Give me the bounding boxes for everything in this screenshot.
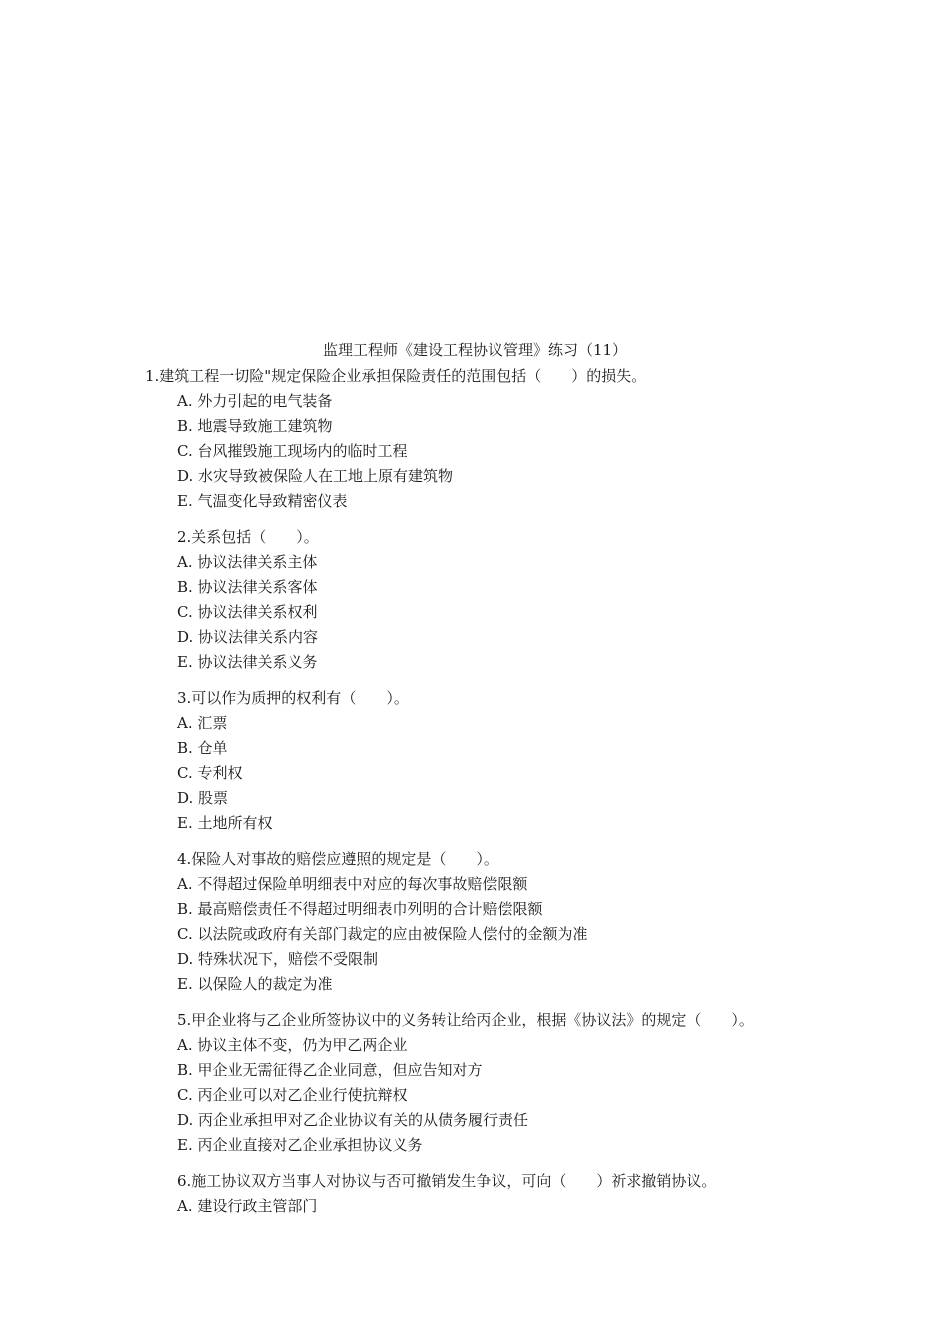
answer-option: D. 股票 bbox=[177, 789, 229, 807]
question-item bbox=[0, 688, 950, 838]
question-stem: 4.保险人对事故的赔偿应遵照的规定是（ ）。 bbox=[177, 850, 499, 868]
answer-option: C. 以法院或政府有关部门裁定的应由被保险人偿付的金额为准 bbox=[177, 925, 588, 943]
question-stem: 1.建筑工程一切险"规定保险企业承担保险责任的范围包括（ ）的损失。 bbox=[145, 367, 647, 385]
answer-option: D. 协议法律关系内容 bbox=[177, 628, 319, 646]
option-list bbox=[0, 1035, 950, 1160]
answer-option: B. 最高赔偿责任不得超过明细表巾列明的合计赔偿限额 bbox=[177, 900, 543, 918]
question-stem: 3.可以作为质押的权利有（ ）。 bbox=[177, 689, 409, 707]
answer-option: A. 协议法律关系主体 bbox=[177, 553, 318, 571]
answer-option: B. 仓单 bbox=[177, 739, 228, 757]
option-list bbox=[0, 1196, 950, 1221]
answer-option: B. 地震导致施工建筑物 bbox=[177, 417, 333, 435]
answer-option: C. 台风摧毁施工现场内的临时工程 bbox=[177, 442, 408, 460]
answer-option: D. 丙企业承担甲对乙企业协议有关的从债务履行责任 bbox=[177, 1111, 529, 1129]
answer-option: A. 协议主体不变，仍为甲乙两企业 bbox=[177, 1036, 408, 1054]
question-list bbox=[0, 366, 950, 1232]
answer-option: E. 协议法律关系义务 bbox=[177, 653, 318, 671]
answer-option: C. 协议法律关系权利 bbox=[177, 603, 318, 621]
question-stem: 5.甲企业将与乙企业所签协议中的义务转让给丙企业，根据《协议法》的规定（ ）。 bbox=[177, 1011, 754, 1029]
question-stem: 2.关系包括（ ）。 bbox=[177, 528, 319, 546]
answer-option: B. 协议法律关系客体 bbox=[177, 578, 318, 596]
answer-option: D. 特殊状况下，赔偿不受限制 bbox=[177, 950, 379, 968]
answer-option: E. 气温变化导致精密仪表 bbox=[177, 492, 348, 510]
answer-option: E. 土地所有权 bbox=[177, 814, 273, 832]
question-stem: 6.施工协议双方当事人对协议与否可撤销发生争议，可向（ ）祈求撤销协议。 bbox=[177, 1172, 717, 1190]
answer-option: C. 丙企业可以对乙企业行使抗辩权 bbox=[177, 1086, 408, 1104]
answer-option: A. 外力引起的电气装备 bbox=[177, 392, 333, 410]
answer-option: E. 丙企业直接对乙企业承担协议义务 bbox=[177, 1136, 423, 1154]
document-title: 监理工程师《建设工程协议管理》练习（11） bbox=[322, 341, 628, 359]
option-list bbox=[0, 874, 950, 999]
answer-option: A. 汇票 bbox=[177, 714, 228, 732]
question-item bbox=[0, 849, 950, 999]
question-item bbox=[0, 1010, 950, 1160]
question-item bbox=[0, 1171, 950, 1221]
option-list bbox=[0, 391, 950, 516]
question-item bbox=[0, 527, 950, 677]
answer-option: D. 水灾导致被保险人在工地上原有建筑物 bbox=[177, 467, 454, 485]
question-item bbox=[0, 366, 950, 516]
answer-option: A. 建设行政主管部门 bbox=[177, 1197, 318, 1215]
answer-option: B. 甲企业无需征得乙企业同意，但应告知对方 bbox=[177, 1061, 483, 1079]
option-list bbox=[0, 552, 950, 677]
answer-option: C. 专利权 bbox=[177, 764, 243, 782]
option-list bbox=[0, 713, 950, 838]
answer-option: A. 不得超过保险单明细表中对应的每次事故赔偿限额 bbox=[177, 875, 528, 893]
answer-option: E. 以保险人的裁定为准 bbox=[177, 975, 333, 993]
